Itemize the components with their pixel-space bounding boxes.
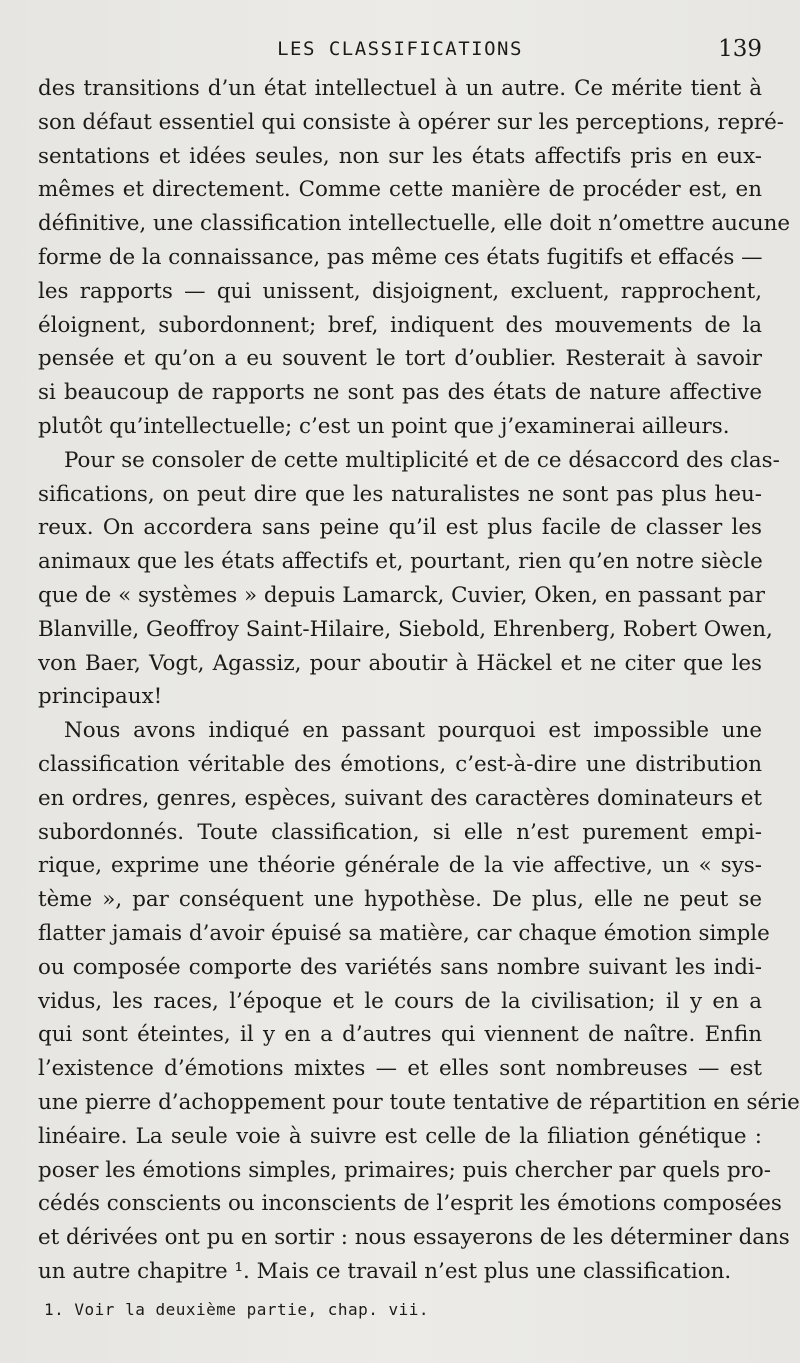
text-line: poser les émotions simples, primaires; puis chercher par quels pro-	[38, 1157, 771, 1183]
text-line: sifications, on peut dire que les naturalistes ne sont pas plus heu-	[38, 481, 762, 507]
body-text	[38, 72, 800, 1289]
running-title: LES CLASSIFICATIONS	[277, 38, 523, 60]
text-line: tème », par conséquent une hypothèse. De plus, elle ne peut se	[38, 887, 762, 913]
text-line: en ordres, genres, espèces, suivant des caractères dominateurs et	[38, 785, 762, 811]
text-line: principaux!	[38, 684, 163, 710]
text-line: cédés conscients ou inconscients de l’esprit les émotions composées	[38, 1191, 782, 1217]
text-line: vidus, les races, l’époque et le cours de la civilisation; il y en a	[38, 988, 762, 1014]
text-line: définitive, une classification intellectuelle, elle doit n’omettre aucune	[38, 211, 791, 237]
text-line: ou composée comporte des variétés sans nombre suivant les indi-	[38, 954, 762, 980]
text-line: subordonnés. Toute classification, si elle n’est purement empi-	[38, 819, 762, 845]
text-line: von Baer, Vogt, Agassiz, pour aboutir à Häckel et ne citer que les	[38, 650, 762, 676]
text-line: sentations et idées seules, non sur les états affectifs pris en eux-	[38, 143, 762, 169]
text-line: pensée et qu’on a eu souvent le tort d’oublier. Resterait à savoir	[38, 346, 762, 372]
text-line: classification véritable des émotions, c’est-à-dire une distribution	[38, 751, 762, 777]
text-line: que de « systèmes » depuis Lamarck, Cuvier, Oken, en passant par	[38, 582, 766, 608]
text-line: rique, exprime une théorie générale de la vie affective, un « sys-	[38, 853, 762, 879]
text-line: des transitions d’un état intellectuel à un autre. Ce mérite tient à	[38, 76, 762, 101]
text-line: forme de la connaissance, pas même ces états fugitifs et effacés —	[38, 244, 763, 270]
text-line: l’existence d’émotions mixtes — et elles sont nombreuses — est	[38, 1056, 762, 1082]
text-line: et dérivées ont pu en sortir : nous essayerons de les déterminer dans	[38, 1225, 790, 1251]
text-line: les rapports — qui unissent, disjoignent, excluent, rapprochent,	[38, 278, 762, 304]
text-line: reux. On accordera sans peine qu’il est plus facile de classer les	[38, 515, 762, 541]
text-line: éloignent, subordonnent; bref, indiquent des mouvements de la	[38, 312, 762, 338]
text-line: une pierre d’achoppement pour toute tentative de répartition en série	[38, 1089, 800, 1115]
text-line: mêmes et directement. Comme cette manière de procéder est, en	[38, 177, 762, 203]
running-head	[38, 36, 762, 64]
text-line: animaux que les états affectifs et, pourtant, rien qu’en notre siècle	[38, 549, 763, 575]
footnote: 1. Voir la deuxième partie, chap. vii.	[44, 1300, 430, 1319]
text-line: Pour se consoler de cette multiplicité et de ce désaccord des clas-	[64, 447, 780, 473]
text-line: si beaucoup de rapports ne sont pas des états de nature affective	[38, 380, 762, 406]
page-number: 139	[718, 36, 762, 62]
text-line: flatter jamais d’avoir épuisé sa matière, car chaque émotion simple	[38, 920, 770, 946]
text-line: son défaut essentiel qui consiste à opérer sur les perceptions, repré-	[38, 109, 785, 135]
text-line: qui sont éteintes, il y en a d’autres qui viennent de naître. Enfin	[38, 1022, 762, 1048]
paragraph-1	[38, 72, 791, 444]
text-line: Blanville, Geoffroy Saint-Hilaire, Siebold, Ehrenberg, Robert Owen,	[38, 616, 773, 642]
paragraph-3	[38, 714, 800, 1289]
text-line: un autre chapitre ¹. Mais ce travail n’est plus une classification.	[38, 1258, 732, 1284]
paragraph-2	[38, 444, 780, 714]
text-line: Nous avons indiqué en passant pourquoi est impossible une	[64, 718, 762, 744]
text-line: plutôt qu’intellectuelle; c’est un point que j’examinerai ailleurs.	[38, 413, 730, 439]
text-line: linéaire. La seule voie à suivre est celle de la filiation génétique :	[38, 1123, 762, 1149]
